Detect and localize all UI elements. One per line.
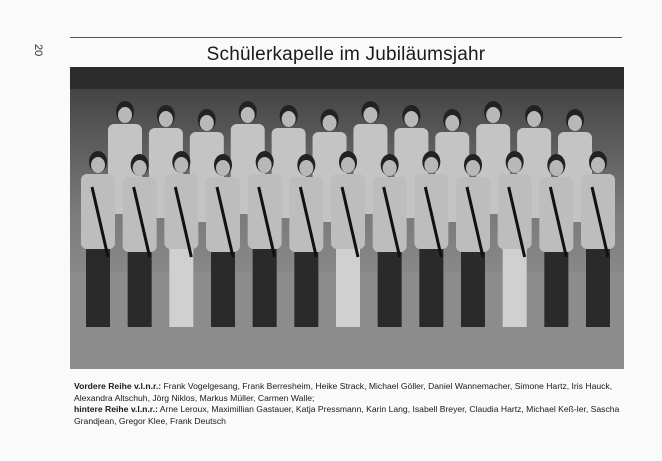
front-row-names: Frank Vogelgesang, Frank Berresheim, Heike Strack, Michael Göller, Daniel Wannemacher, Simone Hartz, Iris Hauck, Alexandra Altschuh, Jörg Niklos, Markus Müller, Carmen Walle; [74, 381, 613, 403]
title-divider [70, 37, 622, 38]
front-row-legs [586, 247, 610, 327]
front-row-legs [419, 247, 443, 327]
photo-illustration [70, 67, 624, 369]
front-row-legs [169, 247, 193, 327]
front-row-legs [503, 247, 527, 327]
tree-line [70, 67, 624, 89]
front-row-legs [294, 247, 318, 327]
band-group-photo [70, 67, 624, 369]
front-row-label: Vordere Reihe v.l.n.r.: [74, 381, 162, 391]
page-title: Schülerkapelle im Jubiläumsjahr [206, 44, 486, 65]
front-row-legs [253, 247, 277, 327]
front-row-legs [336, 247, 360, 327]
back-row-label: hintere Reihe v.l.n.r.: [74, 404, 158, 415]
front-row-legs [461, 247, 485, 327]
front-row-legs [86, 247, 110, 327]
back-row-names: Arne Leroux, Maximillian Gastauer, Katja Pressmann, Karin Lang, Isabell Breyer, Claudia Hartz, Michael Keß-ler, Sascha Grandjean, Gregor Klee, Frank Deutsch [74, 404, 620, 426]
front-row-legs [544, 247, 568, 327]
front-row-legs [378, 247, 402, 327]
photo-caption [74, 381, 630, 427]
front-row-legs [211, 247, 235, 327]
front-row-legs [128, 247, 152, 327]
page-number: 20 [32, 44, 44, 57]
